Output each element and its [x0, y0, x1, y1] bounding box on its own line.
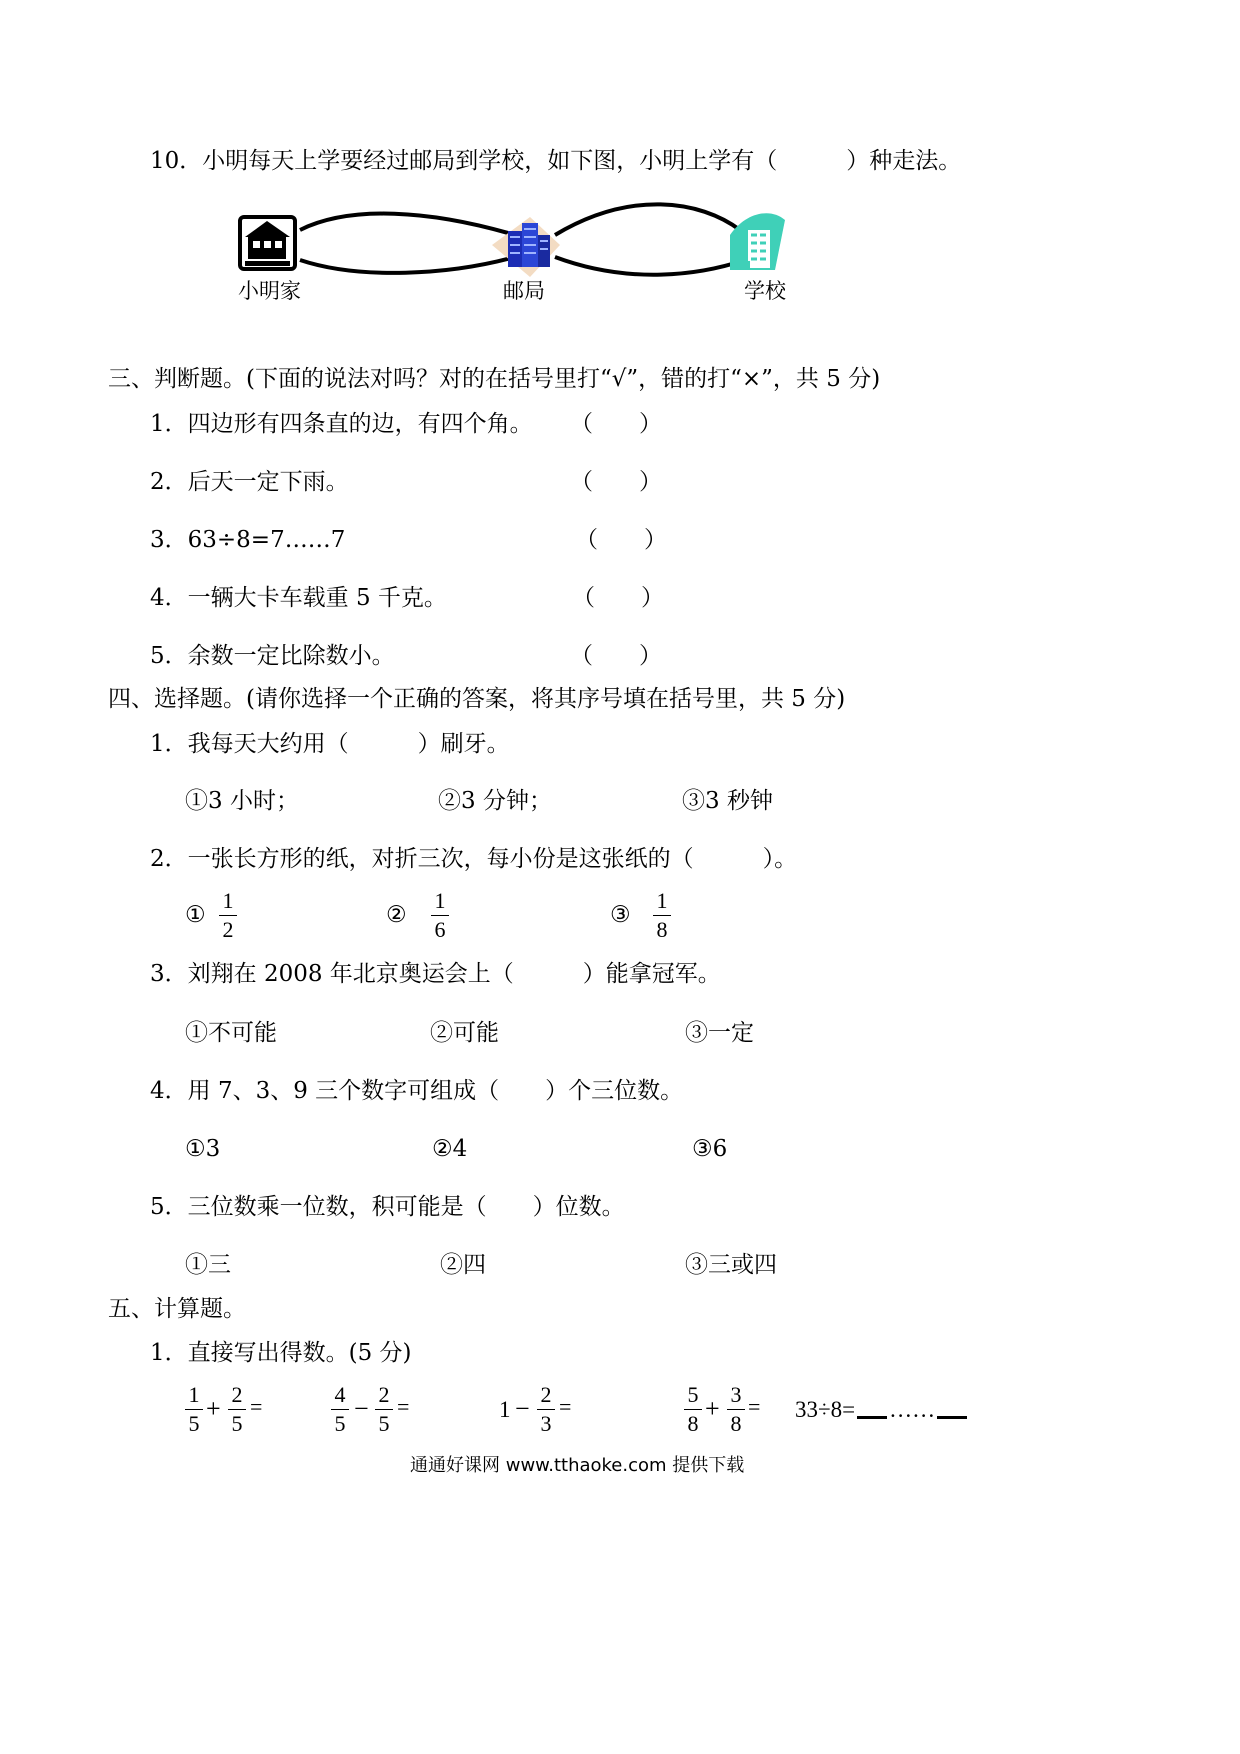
- choice-q3: 3．刘翔在 2008 年北京奥运会上（ ）能拿冠军。: [150, 961, 721, 987]
- section3-title: 三、判断题。(下面的说法对吗？对的在括号里打“√”，错的打“×”，共 5 分): [108, 366, 881, 392]
- division-expression: [795, 1398, 969, 1421]
- choice-q1: 1．我每天大约用（ ）刷牙。: [150, 731, 510, 757]
- choice-q4-option-3[interactable]: ③6: [692, 1136, 728, 1162]
- choice-q1-option-1[interactable]: ①3 小时；: [185, 788, 299, 814]
- q10-text: 10．小明每天上学要经过邮局到学校，如下图，小明上学有（ ）种走法。: [150, 148, 962, 174]
- judge-answer-2[interactable]: （ ）: [570, 469, 662, 495]
- fraction-bar: [684, 1409, 702, 1410]
- fraction-numerator: 2: [231, 1382, 243, 1407]
- choice-q4-option-1[interactable]: ①3: [185, 1136, 221, 1162]
- route-post-school-lower: [555, 257, 745, 275]
- fraction-bar: [331, 1409, 349, 1410]
- fraction-numerator: 2: [378, 1382, 390, 1407]
- fraction-numerator: 2: [540, 1382, 552, 1407]
- choice-q4: 4．用 7、3、9 三个数字可组成（ ）个三位数。: [150, 1078, 684, 1104]
- expr3-operator: −: [515, 1394, 530, 1423]
- fraction-denominator: 5: [378, 1411, 390, 1436]
- choice-q5: 5．三位数乘一位数，积可能是（ ）位数。: [150, 1194, 625, 1220]
- choice-q1-option-3[interactable]: ③3 秒钟: [682, 788, 773, 814]
- expr3-fraction-b: [537, 1384, 555, 1435]
- section5-title: 五、计算题。: [108, 1296, 246, 1322]
- fraction-denominator: 3: [540, 1411, 552, 1436]
- expr2-operator: −: [354, 1394, 369, 1423]
- expr4-operator: +: [705, 1394, 720, 1423]
- fraction-bar: [219, 915, 237, 916]
- fraction-numerator: 1: [188, 1382, 200, 1407]
- choice-q2-fraction-3[interactable]: [653, 890, 671, 941]
- fraction-bar: [537, 1409, 555, 1410]
- route-post-school-upper: [555, 204, 740, 235]
- page-footer: 通通好课网 www.tthaoke.com 提供下载: [410, 1455, 745, 1476]
- judge-item-2: 2．后天一定下雨。: [150, 469, 349, 495]
- expr3-lead: 1: [499, 1397, 511, 1422]
- choice-q2: 2．一张长方形的纸，对折三次，每小份是这张纸的（ ）。: [150, 846, 798, 872]
- fraction-numerator: 1: [222, 888, 234, 913]
- fraction-denominator: 5: [334, 1411, 346, 1436]
- judge-answer-4[interactable]: （ ）: [572, 585, 664, 611]
- remainder-blank[interactable]: [937, 1416, 967, 1419]
- fraction-bar: [375, 1409, 393, 1410]
- choice-q3-option-2[interactable]: ②可能: [430, 1020, 499, 1046]
- fraction-numerator: 4: [334, 1382, 346, 1407]
- expr4-fraction-b: [727, 1384, 745, 1435]
- fraction-numerator: 5: [687, 1382, 699, 1407]
- expr4-fraction-a: [684, 1384, 702, 1435]
- section4-title: 四、选择题。(请你选择一个正确的答案，将其序号填在括号里，共 5 分): [108, 686, 846, 712]
- expr1-equals: =: [250, 1394, 263, 1419]
- house-icon: [240, 217, 295, 269]
- choice-q2-fraction-1[interactable]: [219, 890, 237, 941]
- fraction-denominator: 6: [434, 917, 446, 942]
- fraction-bar: [185, 1409, 203, 1410]
- expr4-equals: =: [748, 1394, 761, 1419]
- fraction-denominator: 8: [656, 917, 668, 942]
- choice-q5-option-3[interactable]: ③三或四: [685, 1252, 777, 1278]
- choice-q1-option-2[interactable]: ②3 分钟；: [438, 788, 552, 814]
- fraction-denominator: 5: [231, 1411, 243, 1436]
- post-office-icon: [492, 217, 560, 277]
- fraction-bar: [727, 1409, 745, 1410]
- label-home: 小明家: [238, 279, 301, 303]
- division-expr: 33÷8=: [795, 1397, 856, 1422]
- choice-q2-marker-3[interactable]: ③: [610, 902, 631, 928]
- judge-item-3: 3．63÷8=7……7: [150, 527, 346, 553]
- choice-q2-marker-1[interactable]: ①: [185, 902, 206, 928]
- fraction-denominator: 5: [188, 1411, 200, 1436]
- fraction-numerator: 3: [730, 1382, 742, 1407]
- division-dots: ……: [889, 1397, 936, 1422]
- label-school: 学校: [744, 279, 786, 303]
- label-post-office: 邮局: [503, 279, 545, 303]
- choice-q5-option-2[interactable]: ②四: [440, 1252, 486, 1278]
- judge-item-1: 1．四边形有四条直的边，有四个角。: [150, 411, 533, 437]
- fraction-denominator: 8: [730, 1411, 742, 1436]
- expr1-fraction-a: [185, 1384, 203, 1435]
- judge-item-5: 5．余数一定比除数小。: [150, 643, 395, 669]
- choice-q2-marker-2[interactable]: ②: [386, 902, 407, 928]
- expr1-operator: +: [206, 1394, 221, 1423]
- choice-q4-option-2[interactable]: ②4: [432, 1136, 468, 1162]
- route-home-post-lower: [300, 257, 515, 273]
- expr2-fraction-a: [331, 1384, 349, 1435]
- expr1-fraction-b: [228, 1384, 246, 1435]
- fraction-denominator: 2: [222, 917, 234, 942]
- choice-q3-option-1[interactable]: ①不可能: [185, 1020, 277, 1046]
- route-home-post-upper: [300, 214, 515, 235]
- quotient-blank[interactable]: [857, 1416, 887, 1419]
- fraction-numerator: 1: [656, 888, 668, 913]
- fraction-bar: [653, 915, 671, 916]
- judge-answer-1[interactable]: （ ）: [570, 411, 662, 437]
- choice-q3-option-3[interactable]: ③一定: [685, 1020, 754, 1046]
- choice-q5-option-1[interactable]: ①三: [185, 1252, 231, 1278]
- expr2-equals: =: [397, 1394, 410, 1419]
- judge-item-4: 4．一辆大卡车载重 5 千克。: [150, 585, 447, 611]
- expr3-equals: =: [559, 1394, 572, 1419]
- fraction-bar: [228, 1409, 246, 1410]
- school-icon: [730, 213, 785, 270]
- fraction-denominator: 8: [687, 1411, 699, 1436]
- expr2-fraction-b: [375, 1384, 393, 1435]
- fraction-bar: [431, 915, 449, 916]
- judge-answer-3[interactable]: （ ）: [575, 527, 667, 553]
- calc-q1: 1．直接写出得数。(5 分): [150, 1340, 412, 1366]
- judge-answer-5[interactable]: （ ）: [570, 643, 662, 669]
- choice-q2-fraction-2[interactable]: [431, 890, 449, 941]
- fraction-numerator: 1: [434, 888, 446, 913]
- route-diagram: [230, 195, 810, 285]
